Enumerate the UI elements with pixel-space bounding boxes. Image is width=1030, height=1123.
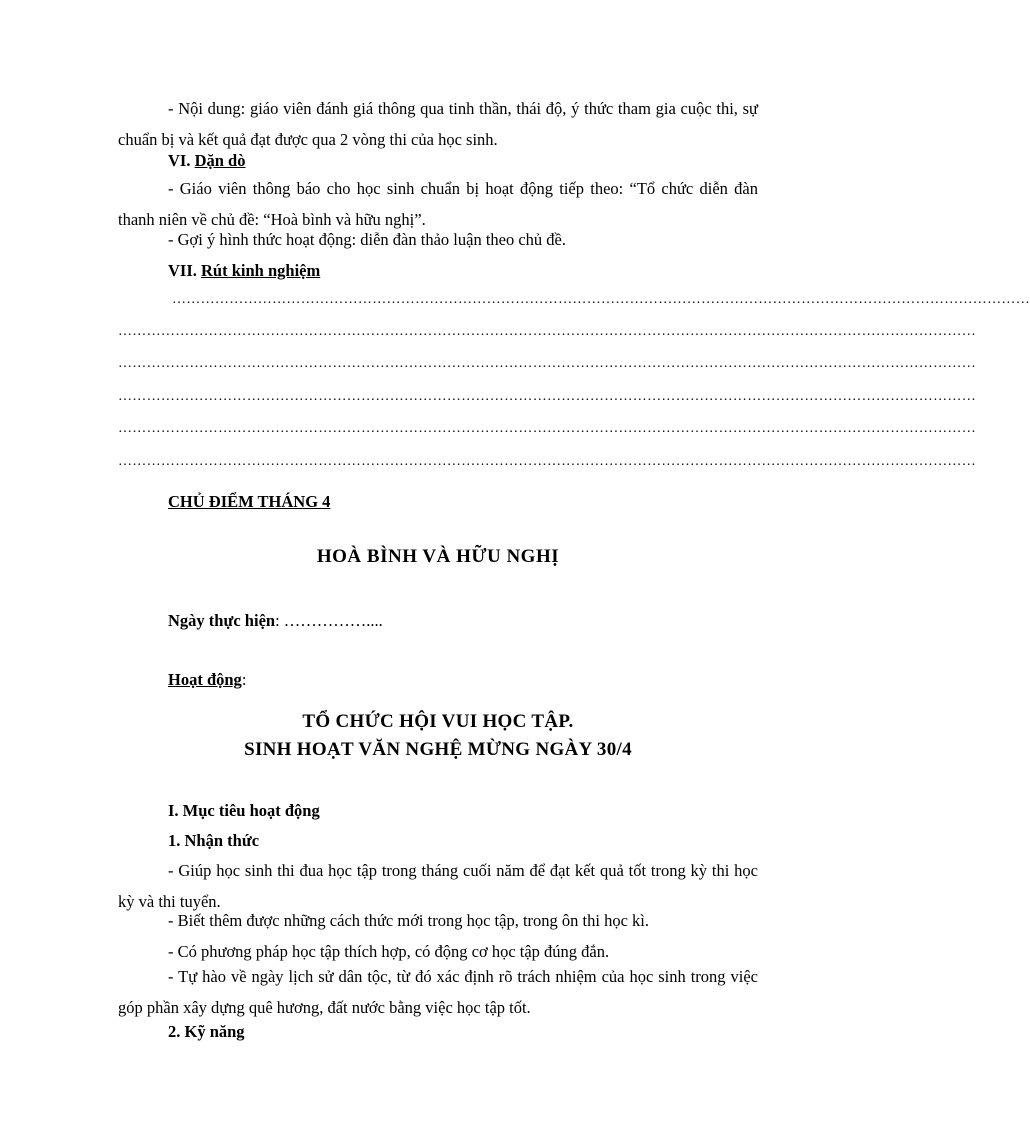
- activity-title-1: TỔ CHỨC HỘI VUI HỌC TẬP.: [302, 711, 574, 732]
- section-6-title: Dặn dò: [194, 151, 246, 170]
- dotted-line-5: ………………………………………………………………………………………………………………………………………………………………: [118, 421, 976, 436]
- activity-line: [168, 664, 758, 695]
- theme-label: CHỦ ĐIỂM THÁNG 4: [168, 492, 331, 511]
- dotted-line-4: ………………………………………………………………………………………………………………………………………………………………: [118, 389, 976, 404]
- date-value: : ……………....: [275, 611, 383, 630]
- bullet-1: - Giúp học sinh thi đua học tập trong tháng cuối năm để đạt kết quả tốt trong kỳ thi học kỳ và thi tuyển.: [118, 861, 758, 911]
- activity-label: Hoạt động: [168, 670, 242, 689]
- section-1-heading: I. Mục tiêu hoạt động: [168, 801, 320, 820]
- section-6-heading: [168, 145, 758, 176]
- activity-title-2: SINH HOẠT VĂN NGHỆ MỪNG NGÀY 30/4: [244, 739, 632, 760]
- dotted-line-6: ………………………………………………………………………………………………………………………………………………………………: [118, 454, 976, 469]
- paragraph-dan-do-1: - Giáo viên thông báo cho học sinh chuẩn bị hoạt động tiếp theo: “Tổ chức diễn đàn thanh niên về chủ đề: “Hoà bình và hữu nghị”.: [118, 179, 758, 229]
- dotted-line-3: ………………………………………………………………………………………………………………………………………………………………: [118, 356, 976, 371]
- theme-title: HOÀ BÌNH VÀ HỮU NGHỊ: [316, 546, 560, 567]
- date-label: Ngày thực hiện: [168, 611, 276, 630]
- subsection-1-heading: 1. Nhận thức: [168, 831, 260, 850]
- dotted-line-1: ………………………………………………………………………………………………………………………………………………………………: [172, 292, 1030, 307]
- date-line: [168, 605, 758, 636]
- bullet-2: - Biết thêm được những cách thức mới trong học tập, trong ôn thi học kì.: [168, 911, 649, 930]
- bullet-4: - Tự hào về ngày lịch sử dân tộc, từ đó xác định rõ trách nhiệm của học sinh trong việc góp phần xây dựng quê hương, đất nước bằng việc học tập tốt.: [118, 967, 758, 1017]
- subsection-2-heading: 2. Kỹ năng: [168, 1022, 245, 1041]
- paragraph-dan-do-2: - Gợi ý hình thức hoạt động: diễn đàn thảo luận theo chủ đề.: [168, 230, 566, 249]
- section-7-title: Rút kinh nghiệm: [201, 261, 321, 280]
- bullet-3: - Có phương pháp học tập thích hợp, có động cơ học tập đúng đắn.: [168, 942, 610, 961]
- section-7-heading: [168, 255, 758, 286]
- section-6-number: VI.: [168, 151, 191, 170]
- activity-colon: :: [241, 670, 247, 689]
- section-7-number: VII.: [168, 261, 197, 280]
- dotted-line-2: ………………………………………………………………………………………………………………………………………………………………: [118, 324, 976, 339]
- paragraph-noi-dung: - Nội dung: giáo viên đánh giá thông qua tinh thần, thái độ, ý thức tham gia cuộc thi, sự chuẩn bị và kết quả đạt được qua 2 vòng thi của học sinh.: [118, 99, 758, 149]
